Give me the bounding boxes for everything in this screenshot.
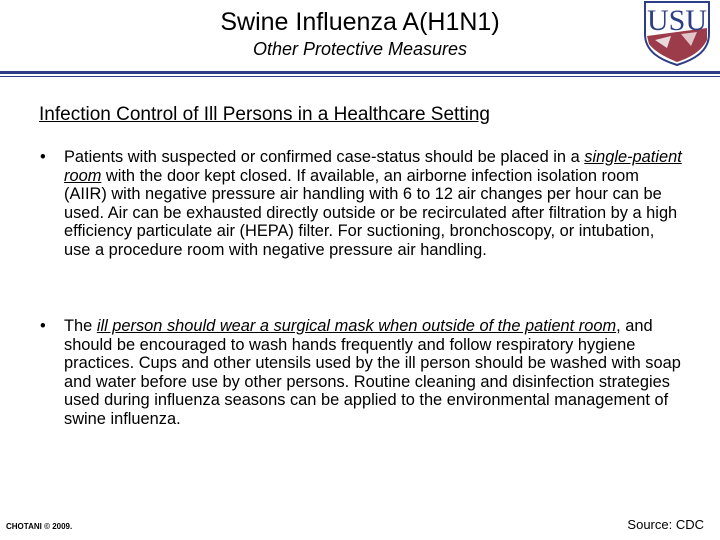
emphasis-text: single-patient room <box>64 148 682 185</box>
bullet-text <box>64 148 684 260</box>
emphasis-text: ill person should wear a surgical mask when outside of the patient room <box>96 317 617 335</box>
source-note: Source: CDC <box>627 517 704 532</box>
bullet-text-part: Patients with suspected or confirmed case-status should be placed in a <box>64 148 585 166</box>
bullet-marker: • <box>40 317 46 335</box>
header-rule-thick <box>0 71 720 74</box>
logo-letters: USU <box>646 4 708 37</box>
slide-title: Swine Influenza A(H1N1) <box>220 8 500 36</box>
section-heading: Infection Control of Ill Persons in a Healthcare Setting <box>39 104 490 125</box>
bullet-text-part: , and should be encouraged to wash hands frequently and follow respiratory hygiene practices. Cups and other utensils used by the ill person should be washed with soap and water before use by other persons. Routine cleaning and disinfection strategies used during influenza seasons can be applied to the environmental management of swine influenza. <box>64 317 681 428</box>
slide-subtitle: Other Protective Measures <box>252 39 468 59</box>
bullet-text <box>64 317 684 429</box>
copyright-note: CHOTANI © 2009. <box>6 522 73 531</box>
bullet-marker: • <box>40 148 46 166</box>
bullet-text-part: The <box>64 317 97 335</box>
usu-logo <box>641 0 713 66</box>
header-rule-thin <box>0 76 720 77</box>
bullet-text-part: with the door kept closed. If available, an airborne infection isolation room (AIIR) with negative pressure air handling with 6 to 12 air changes per hour can be used. Air can be exhausted directly outside or be recirculated after filtration by a high efficiency particulate air (HEPA) filter. For suctioning, bronchoscopy, or intubation, use a procedure room with negative pressure air handling. <box>64 166 678 259</box>
